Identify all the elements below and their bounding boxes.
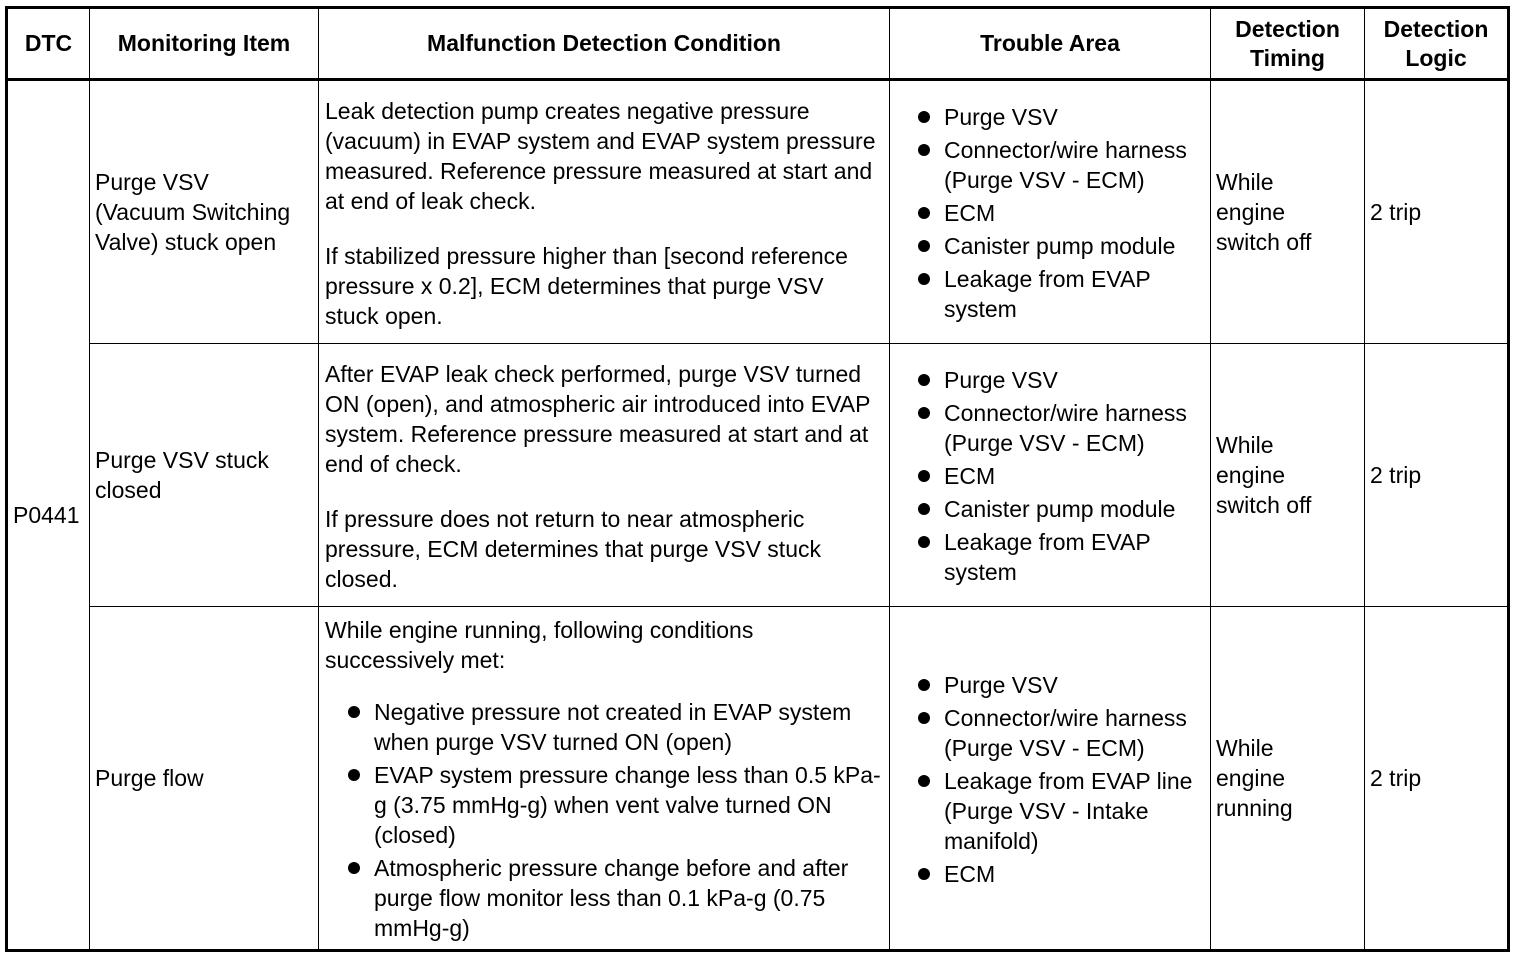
trouble-area-item: ECM <box>910 461 1200 491</box>
trouble-area-item: Leakage from EVAP line (Purge VSV - Intake manifold) <box>910 766 1200 856</box>
trouble-area-list <box>910 365 1200 587</box>
header-detection-logic <box>1365 8 1509 80</box>
monitoring-item-line: Valve) stuck open <box>95 229 277 255</box>
trouble-area-cell <box>890 80 1211 344</box>
header-trouble-area: Trouble Area <box>890 8 1211 80</box>
trouble-area-item: Connector/wire harness (Purge VSV - ECM) <box>910 135 1200 195</box>
monitoring-item-cell <box>90 344 319 607</box>
timing-line: While <box>1216 735 1274 761</box>
trouble-area-item: Connector/wire harness (Purge VSV - ECM) <box>910 398 1200 458</box>
detection-timing-cell <box>1211 344 1365 607</box>
detection-logic-cell: 2 trip <box>1365 607 1509 951</box>
header-timing-line-1: Detection <box>1235 15 1340 42</box>
timing-line: switch off <box>1216 229 1312 255</box>
trouble-area-item: ECM <box>910 859 1200 889</box>
detection-logic-cell: 2 trip <box>1365 344 1509 607</box>
trouble-area-item: Purge VSV <box>910 670 1200 700</box>
trouble-area-item: Purge VSV <box>910 365 1200 395</box>
condition-bullet-list <box>340 697 883 943</box>
trouble-area-item: Canister pump module <box>910 231 1200 261</box>
detection-timing-cell <box>1211 607 1365 951</box>
dtc-code-cell: P0441 <box>7 80 90 951</box>
timing-line: switch off <box>1216 492 1312 518</box>
header-condition: Malfunction Detection Condition <box>319 8 890 80</box>
condition-bullet-item: Negative pressure not created in EVAP system when purge VSV turned ON (open) <box>340 697 883 757</box>
condition-paragraph: If stabilized pressure higher than [second reference pressure x 0.2], ECM determines that purge VSV stuck open. <box>325 242 848 329</box>
timing-line: engine <box>1216 462 1286 488</box>
condition-cell <box>319 344 890 607</box>
trouble-area-item: Leakage from EVAP system <box>910 527 1200 587</box>
table-row <box>7 607 1509 951</box>
condition-bullet-item: Atmospheric pressure change before and after purge flow monitor less than 0.1 kPa-g (0.75 mmHg-g) <box>340 853 883 943</box>
timing-line: While <box>1216 169 1274 195</box>
dtc-table <box>5 6 1510 952</box>
monitoring-item-line: Purge flow <box>95 765 204 791</box>
header-dtc: DTC <box>7 8 90 80</box>
header-monitoring-item: Monitoring Item <box>90 8 319 80</box>
condition-paragraph: After EVAP leak check performed, purge VSV turned ON (open), and atmospheric air introduced into EVAP system. Reference pressure measured at start and at end of check. <box>325 360 871 477</box>
header-row <box>7 8 1509 80</box>
trouble-area-item: Canister pump module <box>910 494 1200 524</box>
condition-cell <box>319 80 890 344</box>
condition-paragraph: If pressure does not return to near atmospheric pressure, ECM determines that purge VSV stuck closed. <box>325 505 821 592</box>
trouble-area-item: Connector/wire harness (Purge VSV - ECM) <box>910 703 1200 763</box>
timing-line: engine <box>1216 765 1286 791</box>
timing-line: engine <box>1216 199 1286 225</box>
monitoring-item-line: Purge VSV <box>95 169 209 195</box>
trouble-area-item: Leakage from EVAP system <box>910 264 1200 324</box>
table-row <box>7 344 1509 607</box>
trouble-area-list <box>910 670 1200 889</box>
table-row <box>7 80 1509 344</box>
trouble-area-list <box>910 102 1200 324</box>
trouble-area-item: Purge VSV <box>910 102 1200 132</box>
header-timing-line-2: Timing <box>1250 44 1325 71</box>
detection-logic-cell: 2 trip <box>1365 80 1509 344</box>
trouble-area-cell <box>890 344 1211 607</box>
condition-intro: While engine running, following conditions successively met: <box>325 617 754 673</box>
timing-line: While <box>1216 432 1274 458</box>
monitoring-item-cell <box>90 607 319 951</box>
monitoring-item-line: Purge VSV stuck <box>95 447 269 473</box>
monitoring-item-line: closed <box>95 477 162 503</box>
header-logic-line-2: Logic <box>1405 44 1467 71</box>
monitoring-item-line: (Vacuum Switching <box>95 199 291 225</box>
trouble-area-cell <box>890 607 1211 951</box>
header-detection-timing <box>1211 8 1365 80</box>
condition-cell <box>319 607 890 951</box>
timing-line: running <box>1216 795 1293 821</box>
monitoring-item-cell <box>90 80 319 344</box>
condition-paragraph: Leak detection pump creates negative pressure (vacuum) in EVAP system and EVAP system pressure measured. Reference pressure measured at start and at end of leak check. <box>325 97 876 214</box>
trouble-area-item: ECM <box>910 198 1200 228</box>
header-logic-line-1: Detection <box>1383 15 1489 42</box>
detection-timing-cell <box>1211 80 1365 344</box>
condition-bullet-item: EVAP system pressure change less than 0.5 kPa-g (3.75 mmHg-g) when vent valve turned ON (closed) <box>340 760 883 850</box>
